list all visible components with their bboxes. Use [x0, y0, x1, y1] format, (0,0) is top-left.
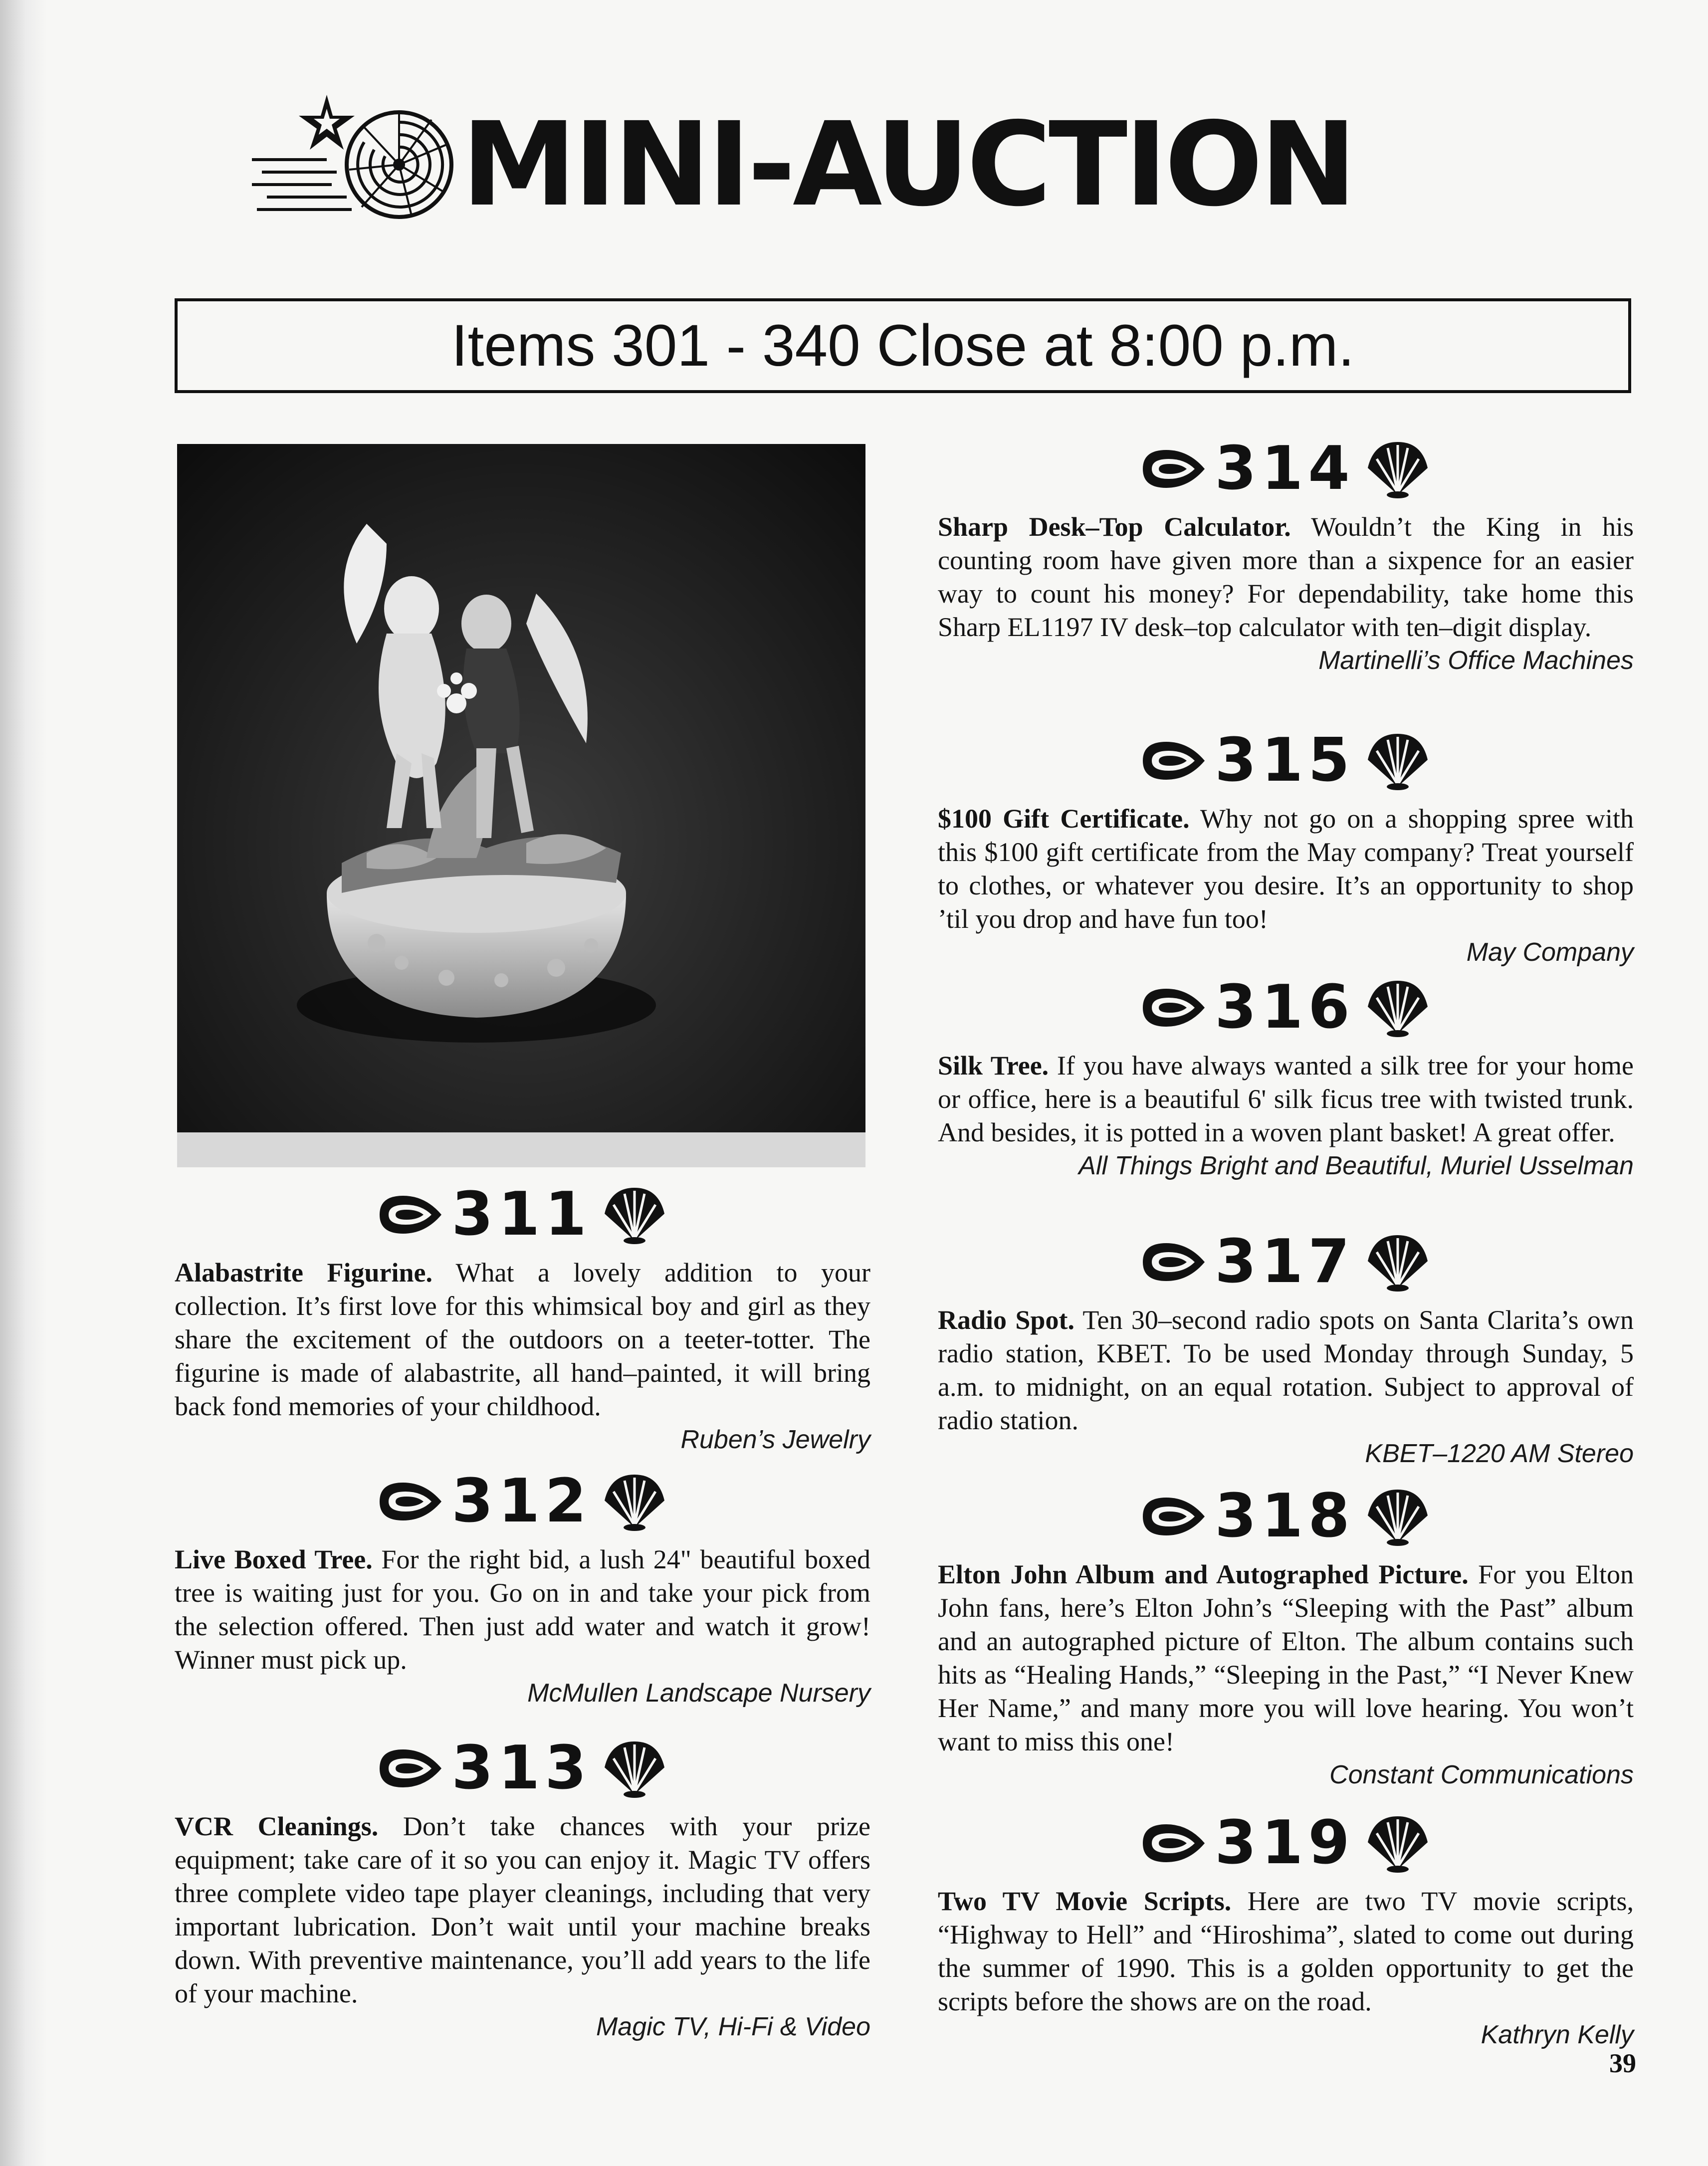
item-header — [175, 1177, 870, 1252]
scallop-shell-icon — [600, 1738, 669, 1798]
item-name: Elton John Album and Autographed Picture. — [938, 1559, 1469, 1589]
item-description: For you Elton John fans, here’s Elton John’s “Sleeping with the Past” album and an autographed picture of Elton. The album contains such hits as “Healing Hands,” “Sleeping in the Past,” “I Never Knew Her Name,” and many more you will love hearing. You won’t want to miss this one! — [938, 1559, 1634, 1756]
item-number: 312 — [451, 1467, 592, 1536]
item-number: 317 — [1215, 1227, 1355, 1297]
item-number: 315 — [1215, 726, 1355, 795]
auction-item — [938, 1806, 1634, 2051]
item-name: VCR Cleanings. — [175, 1811, 379, 1841]
item-description: If you have always wanted a silk tree for your home or office, here is a beautiful 6' silk ficus tree with twisted trunk. And besides, it is potted in a woven plant basket! A great offer. — [938, 1051, 1634, 1147]
pointing-hand-icon — [376, 1185, 445, 1245]
scallop-shell-icon — [1363, 978, 1433, 1038]
item-description: Ten 30–second radio spots on Santa Clarita’s own radio station, KBET. To be used Monday through Sunday, 5 a.m. to midnight, on an equal rotation. Subject to approval of radio station. — [938, 1305, 1634, 1435]
item-number: 318 — [1215, 1482, 1355, 1551]
item-name: $100 Gift Certificate. — [938, 804, 1190, 834]
item-name: Two TV Movie Scripts. — [938, 1886, 1232, 1916]
item-name: Live Boxed Tree. — [175, 1544, 373, 1574]
item-description-paragraph — [938, 1049, 1634, 1149]
auction-item — [938, 1479, 1634, 1791]
closing-time-banner — [175, 298, 1631, 393]
item-name: Alabastrite Figurine. — [175, 1258, 432, 1288]
item-header — [938, 1806, 1634, 1881]
item-number: 319 — [1215, 1808, 1355, 1878]
item-name: Radio Spot. — [938, 1305, 1074, 1335]
item-description-paragraph — [938, 1303, 1634, 1437]
item-description-paragraph — [175, 1256, 870, 1423]
item-donor: McMullen Landscape Nursery — [527, 1679, 870, 1708]
item-donor: Ruben’s Jewelry — [680, 1425, 870, 1454]
item-number: 311 — [451, 1180, 592, 1249]
item-donor: Magic TV, Hi-Fi & Video — [596, 2012, 870, 2041]
item-description: For the right bid, a lush 24" beautiful boxed tree is waiting just for you. Go on in and take your pick from the selection offered. Then just add water and watch it grow! Winner must pick up. — [175, 1544, 870, 1675]
scallop-shell-icon — [1363, 731, 1433, 791]
item-description: What a lovely addition to your collection. It’s first love for this whimsical boy and girl as they share the excitement of the outdoors on a teeter-totter. The figurine is made of alabastrite, all hand–painted, it will bring back fond memories of your childhood. — [175, 1258, 870, 1421]
item-donor: Kathryn Kelly — [1481, 2020, 1634, 2049]
item-description-paragraph — [938, 802, 1634, 936]
figurine-photo — [177, 444, 865, 1167]
item-description: Here are two TV movie scripts, “Highway to Hell” and “Hiroshima”, slated to come out during the summer of 1990. This is a golden opportunity to get the scripts before the shows are on the road. — [938, 1886, 1634, 2016]
item-description-paragraph — [938, 510, 1634, 644]
item-header — [175, 1464, 870, 1539]
page-title: MINI-AUCTION — [461, 97, 1354, 232]
item-description-paragraph — [175, 1543, 870, 1677]
pointing-hand-icon — [1139, 1813, 1209, 1873]
auction-item — [175, 1731, 870, 2043]
item-header — [938, 723, 1634, 798]
item-description-paragraph — [938, 1885, 1634, 2018]
item-donor: Constant Communications — [1329, 1760, 1634, 1789]
item-donor: May Company — [1466, 938, 1634, 967]
binding-shadow — [0, 0, 47, 2166]
auction-item — [938, 432, 1634, 677]
item-header — [938, 970, 1634, 1045]
auction-item — [175, 1464, 870, 1710]
scallop-shell-icon — [600, 1472, 669, 1531]
scallop-shell-icon — [1363, 1813, 1433, 1873]
item-name: Silk Tree. — [938, 1051, 1049, 1081]
auction-item — [175, 1177, 870, 1456]
item-number: 314 — [1215, 434, 1355, 503]
item-description-paragraph — [938, 1558, 1634, 1758]
scallop-shell-icon — [600, 1185, 669, 1245]
page-number: 39 — [1609, 2048, 1636, 2078]
auction-item — [938, 970, 1634, 1182]
item-number: 313 — [451, 1733, 592, 1803]
item-number: 316 — [1215, 973, 1355, 1042]
pointing-hand-icon — [1139, 439, 1209, 499]
scallop-shell-icon — [1363, 439, 1433, 499]
item-header — [938, 1225, 1634, 1300]
item-description-paragraph — [175, 1810, 870, 2010]
item-donor: All Things Bright and Beautiful, Muriel Usselman — [1078, 1151, 1634, 1180]
scallop-shell-icon — [1363, 1487, 1433, 1546]
closing-time-text: Items 301 - 340 Close at 8:00 p.m. — [451, 313, 1355, 379]
item-header — [938, 1479, 1634, 1554]
pointing-hand-icon — [1139, 1487, 1209, 1546]
item-description: Don’t take chances with your prize equipment; take care of it so you can enjoy it. Magic TV offers three complete video tape player cleanings, including that very important lubrication. Don’t wait until your machine breaks down. With preventive maintenance, you’ll add years to the life of your machine. — [175, 1811, 870, 2008]
pointing-hand-icon — [1139, 731, 1209, 791]
scallop-shell-icon — [1363, 1232, 1433, 1292]
pointing-hand-icon — [1139, 1232, 1209, 1292]
item-donor: KBET–1220 AM Stereo — [1365, 1439, 1634, 1468]
item-header — [938, 432, 1634, 506]
starfish-shell-logo — [252, 85, 466, 219]
pointing-hand-icon — [1139, 978, 1209, 1038]
item-header — [175, 1731, 870, 1806]
item-description: Wouldn’t the King in his counting room have given more than a sixpence for an easier way to count his money? For dependability, take home this Sharp EL1197 IV desk–top calculator with ten–digit display. — [938, 512, 1634, 642]
pointing-hand-icon — [376, 1472, 445, 1531]
item-description: Why not go on a shopping spree with this $100 gift certificate from the May company? Treat yourself to clothes, or whatever you desire. It’s an opportunity to shop ’til you drop and have fun too! — [938, 804, 1634, 934]
item-name: Sharp Desk–Top Calculator. — [938, 512, 1291, 542]
pointing-hand-icon — [376, 1738, 445, 1798]
auction-item — [938, 723, 1634, 969]
item-donor: Martinelli’s Office Machines — [1318, 646, 1634, 675]
auction-item — [938, 1225, 1634, 1470]
